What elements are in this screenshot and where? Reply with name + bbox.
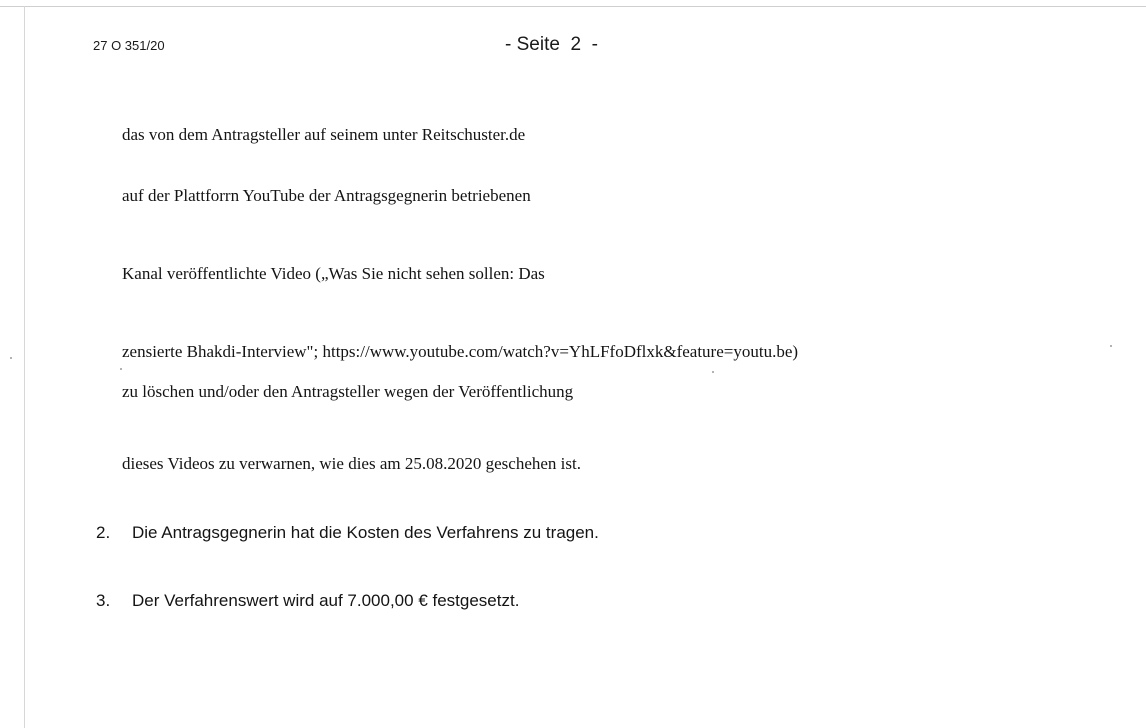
body-line: zensierte Bhakdi-Interview"; https://www.youtube.com/watch?v=YhLFfoDflxk&feature=youtu.be) <box>122 342 799 361</box>
page-number: - Seite 2 - <box>505 34 598 55</box>
scan-speck <box>712 371 714 373</box>
body-line: das von dem Antragsteller auf seinem unter Reitschuster.de <box>122 125 526 144</box>
list-item-number: 2. <box>96 523 111 542</box>
list-item-text: Die Antragsgegnerin hat die Kosten des Verfahrens zu tragen. <box>132 523 599 542</box>
body-line: zu löschen und/oder den Antragsteller wegen der Veröffentlichung <box>122 382 574 401</box>
list-item <box>96 523 599 543</box>
list-item <box>96 591 519 611</box>
page-top-edge <box>0 6 1146 7</box>
body-line: dieses Videos zu verwarnen, wie dies am 25.08.2020 geschehen ist. <box>122 454 581 473</box>
scan-speck <box>10 357 12 359</box>
body-line: auf der Plattforrn YouTube der Antragsgegnerin betriebenen <box>122 186 531 205</box>
case-number: 27 O 351/20 <box>93 38 165 53</box>
body-line: Kanal veröffentlichte Video („Was Sie nicht sehen sollen: Das <box>122 264 545 283</box>
list-item-number: 3. <box>96 591 111 610</box>
scan-speck <box>1110 345 1112 347</box>
list-item-text: Der Verfahrenswert wird auf 7.000,00 € festgesetzt. <box>132 591 520 610</box>
page-left-edge <box>24 6 25 728</box>
scan-speck <box>120 368 122 370</box>
